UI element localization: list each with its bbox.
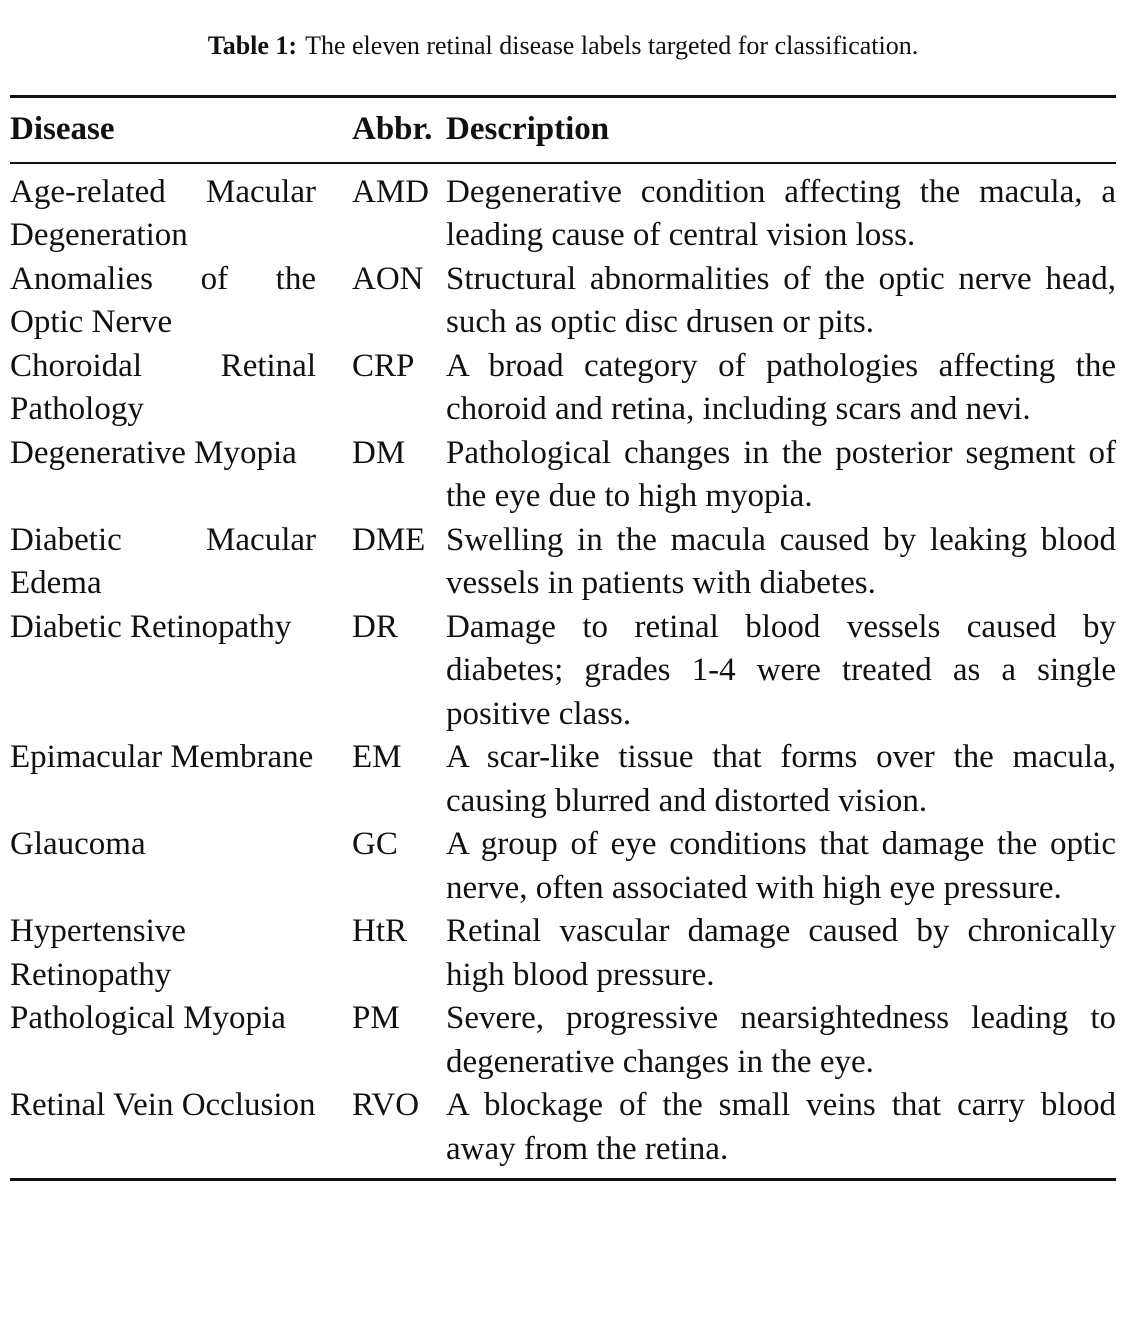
- table-header-row: [10, 98, 1116, 162]
- cell-abbr: AON: [352, 260, 424, 297]
- header-disease: Disease: [10, 111, 115, 147]
- cell-description: Severe, progressive nearsightedness leading to degenerative changes in the eye.: [446, 1000, 1116, 1080]
- cell-disease: Anomalies of the Optic Nerve: [10, 260, 316, 340]
- table-row: [10, 345, 1116, 432]
- cell-disease: Retinal Vein Occlusion: [10, 1087, 316, 1123]
- caption-label: Table 1:: [207, 31, 298, 60]
- cell-abbr: RVO: [352, 1087, 420, 1123]
- cell-abbr: CRP: [352, 347, 415, 384]
- cell-description: Degenerative condition affecting the macula, a leading cause of central vision loss.: [446, 173, 1116, 253]
- cell-description: A blockage of the small veins that carry blood away from the retina.: [446, 1087, 1116, 1167]
- table-row: [10, 432, 1116, 519]
- table-body: [10, 164, 1116, 1179]
- cell-description: A scar-like tissue that forms over the macula, causing blurred and distorted vision.: [446, 739, 1116, 819]
- cell-description: Pathological changes in the posterior segment of the eye due to high myopia.: [446, 434, 1116, 514]
- cell-disease: Epimacular Membrane: [10, 739, 314, 775]
- bottom-rule: [10, 1178, 1116, 1181]
- cell-disease: Pathological Myopia: [10, 1000, 286, 1036]
- cell-disease: Diabetic Retinopathy: [10, 608, 292, 645]
- cell-abbr: AMD: [352, 173, 430, 210]
- table-row: [10, 171, 1116, 258]
- cell-disease: Diabetic Macular Edema: [10, 521, 316, 601]
- cell-disease: Degenerative Myopia: [10, 434, 297, 471]
- cell-description: A group of eye conditions that damage the optic nerve, often associated with high eye pressure.: [446, 826, 1116, 906]
- cell-abbr: DM: [352, 434, 406, 471]
- disease-table: [10, 95, 1116, 1181]
- table-row: [10, 1084, 1116, 1171]
- cell-abbr: HtR: [352, 913, 408, 949]
- header-abbr: Abbr.: [352, 111, 433, 147]
- table-row: [10, 258, 1116, 345]
- cell-disease: Age-related Macular Degeneration: [10, 173, 316, 253]
- table-row: [10, 997, 1116, 1084]
- cell-disease: Glaucoma: [10, 826, 146, 862]
- cell-abbr: DME: [352, 521, 426, 558]
- cell-abbr: GC: [352, 826, 398, 862]
- table-caption: [0, 30, 1126, 62]
- table-row: [10, 736, 1116, 823]
- cell-description: Structural abnormalities of the optic nerve head, such as optic disc drusen or pits.: [446, 260, 1116, 340]
- cell-abbr: PM: [352, 1000, 400, 1036]
- table-row: [10, 910, 1116, 997]
- cell-disease: Hypertensive Retinopathy: [10, 913, 186, 993]
- cell-description: A broad category of pathologies affecting the choroid and retina, including scars and nevi.: [446, 347, 1116, 427]
- cell-description: Retinal vascular damage caused by chronically high blood pressure.: [446, 913, 1116, 993]
- cell-description: Damage to retinal blood vessels caused by diabetes; grades 1-4 were treated as a single positive class.: [446, 608, 1116, 732]
- cell-abbr: EM: [352, 739, 402, 775]
- cell-description: Swelling in the macula caused by leaking blood vessels in patients with diabetes.: [446, 521, 1116, 601]
- table-row: [10, 606, 1116, 737]
- caption-text: The eleven retinal disease labels targeted for classification.: [305, 31, 919, 60]
- table-row: [10, 823, 1116, 910]
- cell-abbr: DR: [352, 608, 398, 645]
- cell-disease: Choroidal Retinal Pathology: [10, 347, 316, 427]
- header-description: Description: [446, 111, 610, 147]
- table-row: [10, 519, 1116, 606]
